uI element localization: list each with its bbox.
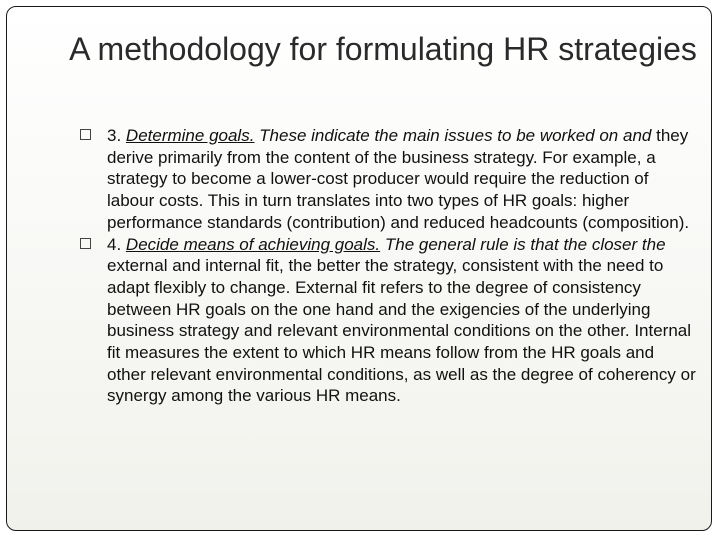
bullet-heading: Decide means of achieving goals. xyxy=(125,234,381,254)
bullet-list xyxy=(107,125,697,407)
bullet-number: 3. xyxy=(107,126,122,145)
square-bullet-icon xyxy=(80,129,91,140)
bullet-body: they derive primarily from the content of the business strategy. For example, a strategy to become a lower-cost producer would require the reduction of labour costs. This in turn translates into two types of HR goals: higher performance standards (contribution) and reduced headcounts (composition). xyxy=(107,126,690,232)
bullet-italic-lead: The general rule is that the closer the xyxy=(384,234,666,254)
bullet-body: external and internal fit, the better the strategy, consistent with the need to adapt flexibly to change. External fit refers to the degree of consistency between HR goals on the one hand and the exigencies of the underlying business strategy and relevant environmental conditions on the other. Internal fit measures the extent to which HR means follow from the HR goals and other relevant environmental conditions, as well as the degree of coherency or synergy among the various HR means. xyxy=(107,256,696,406)
bullet-heading: Determine goals. xyxy=(125,126,255,145)
slide xyxy=(6,6,712,531)
bullet-number: 4. xyxy=(107,234,122,254)
square-bullet-icon xyxy=(80,238,91,249)
bullet-item-3 xyxy=(107,125,697,234)
bullet-item-4 xyxy=(107,234,697,408)
slide-title: A methodology for formulating HR strategies xyxy=(69,31,697,67)
bullet-italic-lead: These indicate the main issues to be worked on and xyxy=(259,126,652,145)
